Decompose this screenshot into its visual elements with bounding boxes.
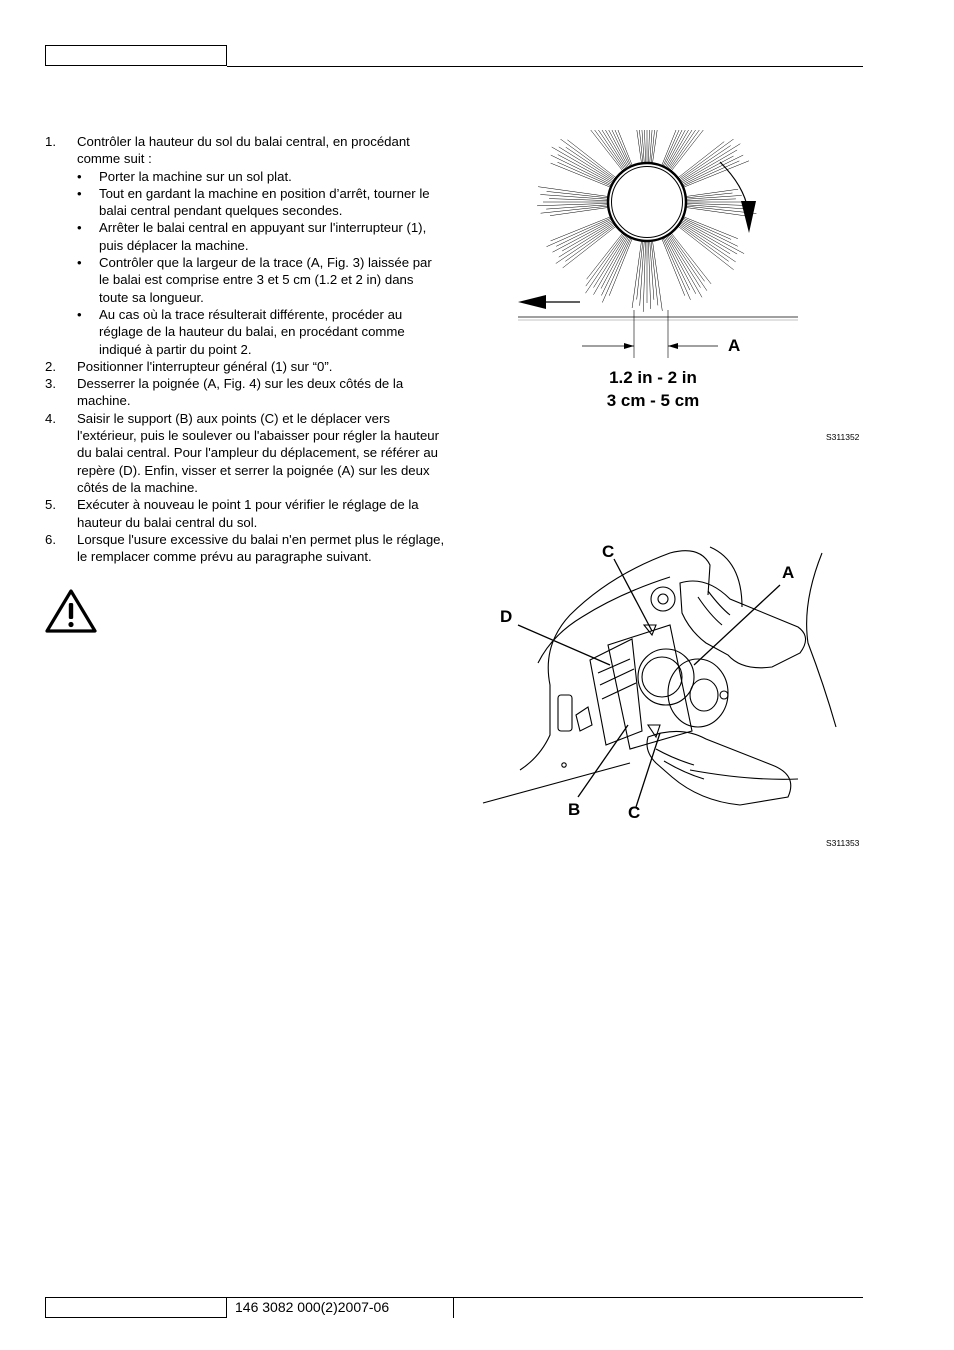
bullet-item (77, 185, 445, 220)
bristle (680, 146, 731, 180)
bristle (556, 224, 614, 263)
leader-a (694, 585, 780, 665)
bullet-item (77, 254, 445, 306)
step-text: Saisir le support (B) aux points (C) et le déplacer vers l'extérieur, puis le soulever ou l'abaisser pour régler la hauteur du balai central. Pour l'ampleur du déplacement, se référer au repère (D). Enfin, visser et serrer la poignée (A) sur les deux côtés de la machine. (77, 410, 440, 495)
bristle (566, 147, 614, 179)
bullet-item (77, 219, 445, 254)
side-slot (558, 695, 572, 731)
bristle (550, 208, 607, 216)
bristle (559, 147, 613, 181)
bristle (671, 234, 705, 281)
step-number: 6. (45, 531, 56, 547)
step-number: 3. (45, 376, 56, 392)
bristle (665, 238, 690, 290)
bristle (668, 236, 700, 288)
leader-b (578, 725, 628, 797)
bristle (650, 242, 654, 300)
upper-hand-fingers (698, 591, 730, 625)
step-text: Lorsque l'usure excessive du balai n'en permet plus le réglage, le remplacer comme prévu au paragraphe suivant. (77, 531, 445, 565)
lower-hand-fingers (656, 749, 704, 779)
brush-hub-bore (690, 679, 718, 711)
figure-4-code: S311353 (826, 838, 860, 848)
bullet-text: Porter la machine sur un sol plat. (99, 168, 292, 184)
label-b: B (568, 800, 581, 819)
footer-rule (227, 1297, 863, 1298)
machine-body-outline (520, 551, 710, 770)
bristle (683, 155, 743, 184)
bristle (679, 139, 733, 178)
label-a: A (782, 563, 795, 582)
bristle (594, 237, 628, 295)
bristle (651, 130, 658, 162)
label-a: A (728, 336, 741, 355)
bristle (552, 147, 613, 182)
bristle (565, 226, 614, 262)
bullet-mark: • (77, 185, 82, 201)
bristle (640, 130, 645, 162)
floor-edge-left (483, 763, 630, 803)
document-reference: 146 3082 000(2)2007-06 (235, 1299, 390, 1315)
bristle (679, 226, 728, 262)
bristle (682, 156, 733, 183)
step-number: 1. (45, 134, 56, 149)
bristle (549, 199, 607, 201)
warning-triangle-icon (45, 588, 97, 634)
header-box (45, 45, 227, 66)
knob-a-outer (651, 587, 675, 611)
step-text: Positionner l'interrupteur général (1) sur “0”. (77, 358, 333, 374)
figure-3-brush-trace (500, 130, 880, 430)
step-3 (45, 375, 445, 410)
bullet-text: Contrôler que la largeur de la trace (A, Fig. 3) laissée par le balai est comprise entre 3 et 5 cm (1.2 et 2 in) dans toute sa longueur. (99, 255, 432, 305)
bristle (637, 242, 643, 300)
dimension-centimeters: 3 cm - 5 cm (606, 391, 700, 410)
bristle (586, 235, 625, 293)
knob-a-inner (658, 594, 668, 604)
bullet-item (77, 306, 445, 358)
bristle (556, 220, 611, 247)
bullet-mark: • (77, 168, 82, 184)
figure-3-code: S311352 (826, 432, 860, 442)
lower-hand (647, 731, 791, 805)
footer-box (45, 1297, 227, 1318)
upper-hand (680, 581, 806, 668)
bullet-text: Tout en gardant la machine en position d’arrêt, tourner le balai central pendant quelques secondes. (99, 185, 430, 219)
bullet-text: Arrêter le balai central en appuyant sur l'interrupteur (1), puis déplacer la machine. (99, 220, 427, 253)
label-c-top: C (602, 542, 615, 561)
bullet-item (77, 168, 445, 185)
label-d: D (500, 607, 513, 626)
direction-arrowhead (518, 295, 546, 309)
bullet-mark: • (77, 220, 82, 236)
bristle (601, 238, 629, 296)
floor-edge-right (690, 770, 798, 779)
machine-bolt (562, 763, 566, 767)
rotation-arrowhead (741, 201, 756, 233)
bristle (663, 239, 690, 300)
step-text: Contrôler la hauteur du sol du balai central, en procédant comme suit : (77, 134, 410, 167)
header-rule (227, 66, 863, 67)
bristle (587, 234, 623, 280)
step-2 (45, 358, 445, 375)
bristle (559, 223, 613, 257)
brush-hub-inner (642, 657, 682, 697)
bristle (679, 142, 725, 178)
dimension-inches: 1.2 in - 2 in (609, 368, 697, 387)
bristle (551, 155, 611, 184)
step-text: Desserrer la poignée (A, Fig. 4) sur les deux côtés de la machine. (77, 376, 404, 409)
hub-pin (720, 691, 728, 699)
bristle (687, 199, 736, 201)
footer-divider (453, 1297, 454, 1318)
machine-panel-edge (538, 577, 670, 663)
bristle (682, 222, 738, 254)
label-c-bottom: C (628, 803, 641, 822)
wheel-arch (807, 553, 836, 727)
figure-4-adjustment (480, 535, 870, 825)
step-6 (45, 531, 445, 566)
bristle (687, 195, 742, 199)
bristle (680, 224, 736, 262)
bristle (679, 227, 734, 270)
machine-rear-curve (710, 547, 742, 607)
step-number: 2. (45, 358, 56, 374)
bullet-text: Au cas où la trace résulterait différente, procéder au réglage de la hauteur du balai, en procédant comme indiqué à partir du point 2. (99, 306, 405, 357)
bullet-mark: • (77, 306, 82, 322)
bristle (558, 155, 612, 184)
step-5 (45, 496, 445, 531)
bristle (669, 130, 703, 169)
bristle (601, 237, 628, 288)
bristle (547, 218, 611, 246)
instructions (45, 133, 445, 565)
scale-ticks (598, 659, 636, 699)
bristle (669, 235, 707, 291)
bristle (667, 237, 702, 298)
bristle (561, 139, 615, 178)
bristle (594, 236, 626, 288)
bristle (579, 130, 622, 171)
step-text: Exécuter à nouveau le point 1 pour vérifier le réglage de la hauteur du balai central du sol. (77, 497, 419, 530)
step-4 (45, 410, 445, 496)
side-bracket (576, 707, 592, 731)
brush-hub-flange (668, 659, 728, 727)
step-number: 5. (45, 497, 56, 513)
step-number: 4. (45, 410, 56, 426)
bristle (682, 150, 738, 182)
step-1 (45, 133, 445, 358)
bristle (683, 220, 738, 247)
bullet-mark: • (77, 255, 82, 271)
bristle (602, 239, 630, 303)
bristle (567, 140, 615, 178)
leader-d (518, 625, 610, 665)
brush-core (608, 163, 686, 241)
bristle (653, 130, 661, 162)
